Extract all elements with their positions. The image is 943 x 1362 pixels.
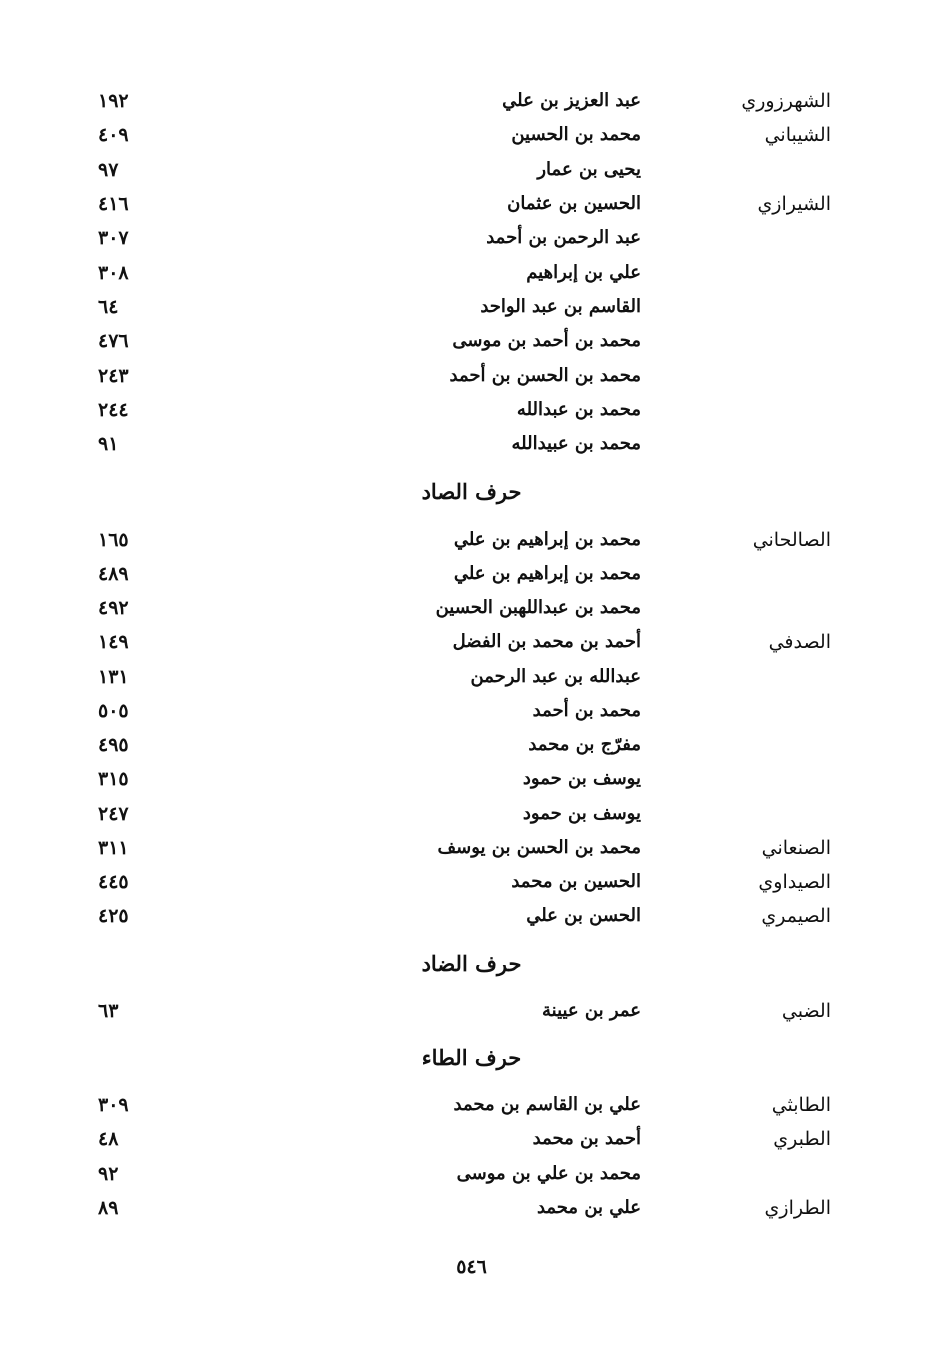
entry-nisba: الصالحاني: [752, 529, 831, 551]
entry-page-ref: ١٣١: [98, 666, 129, 688]
index-entry: [0, 905, 943, 939]
entry-name: محمد بن علي بن موسى: [456, 1163, 641, 1184]
entry-page-ref: ٩٢: [98, 1163, 119, 1185]
index-entry: [0, 227, 943, 261]
entry-page-ref: ٨٩: [98, 1197, 119, 1219]
entry-nisba: الصدفي: [768, 631, 831, 653]
entry-page-ref: ١٤٩: [98, 631, 129, 653]
index-entry: [0, 262, 943, 296]
entry-nisba: الشيباني: [764, 124, 831, 146]
index-entry: [0, 1000, 943, 1034]
index-entry: [0, 296, 943, 330]
entry-name: محمد بن عبداللهبن الحسين: [435, 597, 641, 618]
index-entry: [0, 1197, 943, 1231]
entry-page-ref: ٩١: [98, 433, 119, 455]
entry-page-ref: ٤٠٩: [98, 124, 129, 146]
entry-name: مفرّج بن محمد: [528, 734, 641, 755]
section-heading: حرف الضاد: [421, 951, 522, 976]
entry-nisba: الشهرزوري: [741, 90, 831, 112]
entry-page-ref: ٤٧٦: [98, 330, 129, 352]
entry-page-ref: ٤٢٥: [98, 905, 129, 927]
entry-page-ref: ٤٨٩: [98, 563, 129, 585]
entry-nisba: الطرازي: [764, 1197, 831, 1219]
entry-name: محمد بن الحسن بن يوسف: [437, 837, 641, 858]
index-entry: [0, 1163, 943, 1197]
index-entry: [0, 631, 943, 665]
entry-name: الحسين بن محمد: [511, 871, 641, 892]
index-entry: [0, 803, 943, 837]
index-entry: [0, 90, 943, 124]
entry-name: محمد بن الحسن بن أحمد: [449, 365, 641, 386]
index-entry: [0, 433, 943, 467]
entry-page-ref: ٤٩٥: [98, 734, 129, 756]
entry-page-ref: ٩٧: [98, 159, 119, 181]
section-heading: حرف الطاء: [421, 1045, 522, 1070]
index-entry: [0, 399, 943, 433]
index-entry: [0, 871, 943, 905]
entry-name: علي بن إبراهيم: [526, 262, 641, 283]
entry-page-ref: ٣٠٩: [98, 1094, 129, 1116]
entry-page-ref: ٢٤٤: [98, 399, 129, 421]
entry-page-ref: ٣١١: [98, 837, 129, 859]
entry-name: القاسم بن عبد الواحد: [480, 296, 641, 317]
entry-name: عبدالله بن عبد الرحمن: [470, 666, 641, 687]
index-entry: [0, 365, 943, 399]
entry-page-ref: ٥٠٥: [98, 700, 129, 722]
entry-name: علي بن محمد: [536, 1197, 641, 1218]
entry-name: محمد بن عبيدالله: [511, 433, 641, 454]
entry-name: محمد بن أحمد: [532, 700, 641, 721]
index-entry: [0, 1128, 943, 1162]
index-entry: [0, 666, 943, 700]
index-entry: [0, 1094, 943, 1128]
entry-page-ref: ٢٤٧: [98, 803, 129, 825]
entry-name: محمد بن إبراهيم بن علي: [453, 563, 641, 584]
entry-name: عبد العزيز بن علي: [502, 90, 641, 111]
index-entry: [0, 563, 943, 597]
index-entry: [0, 159, 943, 193]
entry-name: محمد بن الحسين: [511, 124, 641, 145]
entry-nisba: الشيرازي: [757, 193, 831, 215]
index-entry: [0, 193, 943, 227]
entry-name: محمد بن عبدالله: [516, 399, 641, 420]
entry-name: الحسين بن عثمان: [507, 193, 641, 214]
section-heading: حرف الصاد: [421, 479, 522, 504]
entry-nisba: الصيمري: [761, 905, 831, 927]
page-number: ٥٤٦: [456, 1256, 487, 1278]
entry-page-ref: ٣٠٨: [98, 262, 129, 284]
entry-nisba: الضبي: [781, 1000, 831, 1022]
entry-page-ref: ٣٠٧: [98, 227, 129, 249]
entry-name: الحسن بن علي: [526, 905, 641, 926]
entry-nisba: الطابثي: [771, 1094, 831, 1116]
entry-page-ref: ٤٩٢: [98, 597, 129, 619]
index-entry: [0, 330, 943, 364]
entry-page-ref: ٤٤٥: [98, 871, 129, 893]
entry-name: عبد الرحمن بن أحمد: [486, 227, 641, 248]
entry-page-ref: ٦٣: [98, 1000, 119, 1022]
index-entry: [0, 700, 943, 734]
entry-name: عمر بن عيينة: [541, 1000, 641, 1021]
entry-page-ref: ٣١٥: [98, 768, 129, 790]
entry-page-ref: ٤٨: [98, 1128, 119, 1150]
index-entry: [0, 124, 943, 158]
entry-name: أحمد بن محمد بن الفضل: [452, 631, 641, 652]
index-entry: [0, 837, 943, 871]
entry-page-ref: ٤١٦: [98, 193, 129, 215]
entry-name: يوسف بن حمود: [522, 803, 641, 824]
entry-name: محمد بن أحمد بن موسى: [452, 330, 641, 351]
entry-name: يوسف بن حمود: [522, 768, 641, 789]
entry-nisba: الصنعاني: [761, 837, 831, 859]
index-entry: [0, 768, 943, 802]
index-entry: [0, 734, 943, 768]
entry-page-ref: ١٦٥: [98, 529, 129, 551]
index-entry: [0, 529, 943, 563]
entry-name: يحيى بن عمار: [537, 159, 641, 180]
entry-name: أحمد بن محمد: [532, 1128, 641, 1149]
entry-page-ref: ١٩٢: [98, 90, 129, 112]
index-entry: [0, 597, 943, 631]
entry-nisba: الطبري: [773, 1128, 831, 1150]
entry-nisba: الصيداوي: [758, 871, 831, 893]
entry-page-ref: ٢٤٣: [98, 365, 129, 387]
entry-page-ref: ٦٤: [98, 296, 119, 318]
entry-name: محمد بن إبراهيم بن علي: [453, 529, 641, 550]
entry-name: علي بن القاسم بن محمد: [453, 1094, 641, 1115]
